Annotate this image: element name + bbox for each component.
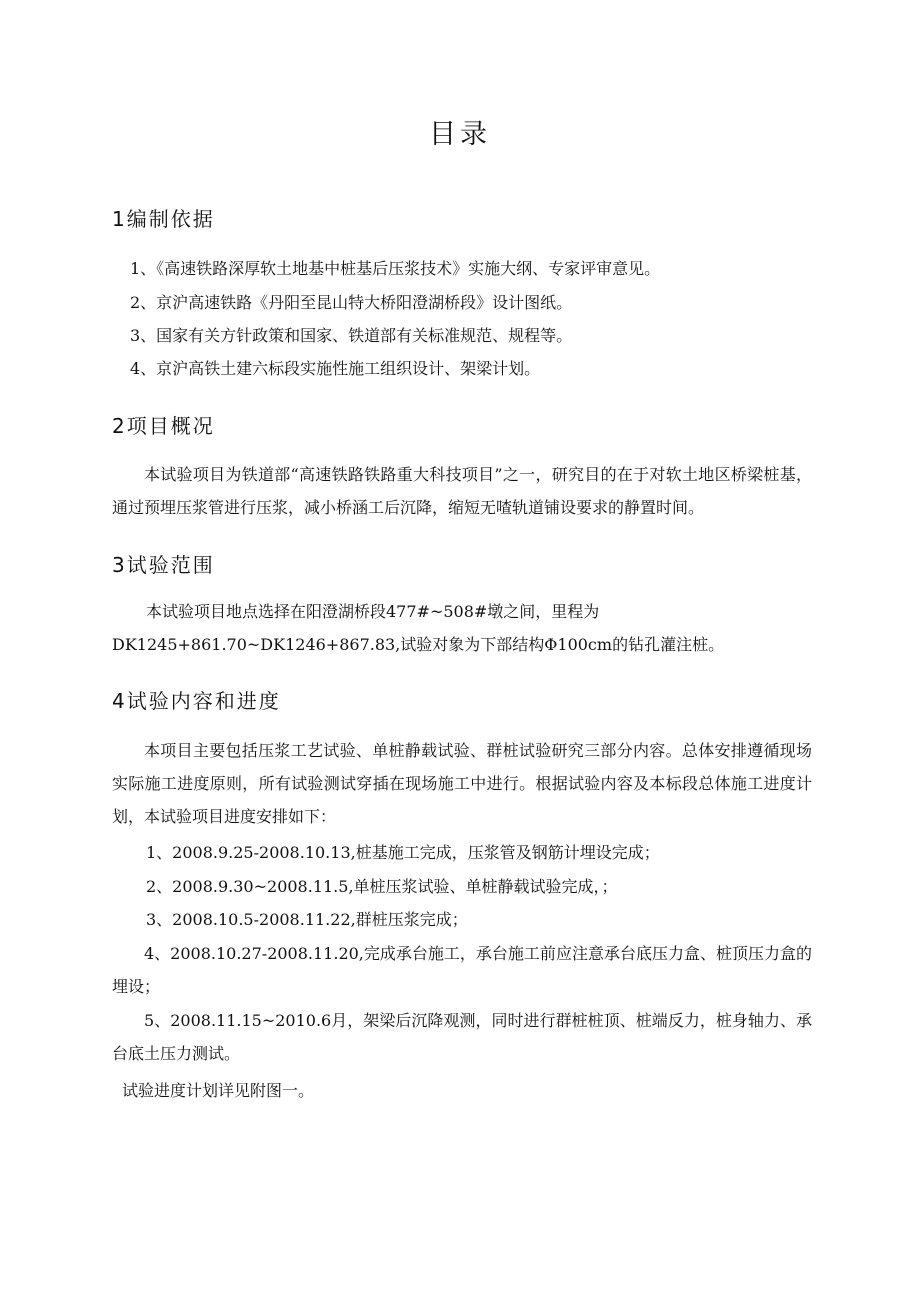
section-4-paragraph: 本项目主要包括压浆工艺试验、单桩静载试验、群桩试验研究三部分内容。总体安排遵循现场实际施工进度原则，所有试验测试穿插在现场施工中进行。根据试验内容及本标段总体施工进度计划，本试验项目进度安排如下： (112, 741, 812, 826)
section-1-item-2: 2、京沪高速铁路《丹阳至昆山特大桥阳澄湖桥段》设计图纸。 (130, 293, 573, 312)
section-2-heading: 2项目概况 (112, 414, 215, 438)
section-4-item-2: 2、2008.9.30~2008.11.5,单桩压浆试验、单桩静载试验完成，； (146, 877, 618, 896)
section-3-heading: 3试验范围 (112, 553, 215, 577)
section-4-note: 试验进度计划详见附图一。 (122, 1081, 315, 1100)
page-title: 目录 (429, 119, 491, 150)
section-1-item-4: 4、京沪高铁土建六标段实施性施工组织设计、架梁计划。 (130, 359, 541, 378)
section-1-heading: 1编制依据 (112, 207, 215, 231)
section-4-item-5: 5、2008.11.15~2010.6月，架梁后沉降观测，同时进行群桩桩顶、桩端反力，桩身轴力、承台底土压力测试。 (112, 1011, 812, 1063)
section-4-item-4: 4、2008.10.27-2008.11.20,完成承台施工，承台施工前应注意承台底压力盒、桩顶压力盒的埋设； (112, 944, 812, 996)
section-1-item-1: 1、《高速铁路深厚软土地基中桩基后压浆技术》实施大纲、专家评审意见。 (130, 259, 661, 278)
section-3-line-2: DK1245+861.70~DK1246+867.83,试验对象为下部结构Φ100cm的钻孔灌注桩。 (112, 635, 725, 654)
section-4-item-1: 1、2008.9.25-2008.10.13,桩基施工完成，压浆管及钢筋计埋设完成； (146, 843, 660, 862)
section-2-paragraph: 本试验项目为铁道部“高速铁路铁路重大科技项目”之一，研究目的在于对软土地区桥梁桩基，通过预埋压浆管进行压浆，减小桥涵工后沉降，缩短无喳轨道铺设要求的静置时间。 (112, 465, 812, 517)
section-4-item-3: 3、2008.10.5-2008.11.22,群桩压浆完成； (146, 910, 468, 929)
section-4-heading: 4试验内容和进度 (112, 689, 281, 713)
section-3-line-1: 本试验项目地点选择在阳澄湖桥段477#~508#墩之间，里程为 (146, 602, 600, 621)
section-1-item-3: 3、国家有关方针政策和国家、铁道部有关标准规范、规程等。 (130, 326, 573, 345)
